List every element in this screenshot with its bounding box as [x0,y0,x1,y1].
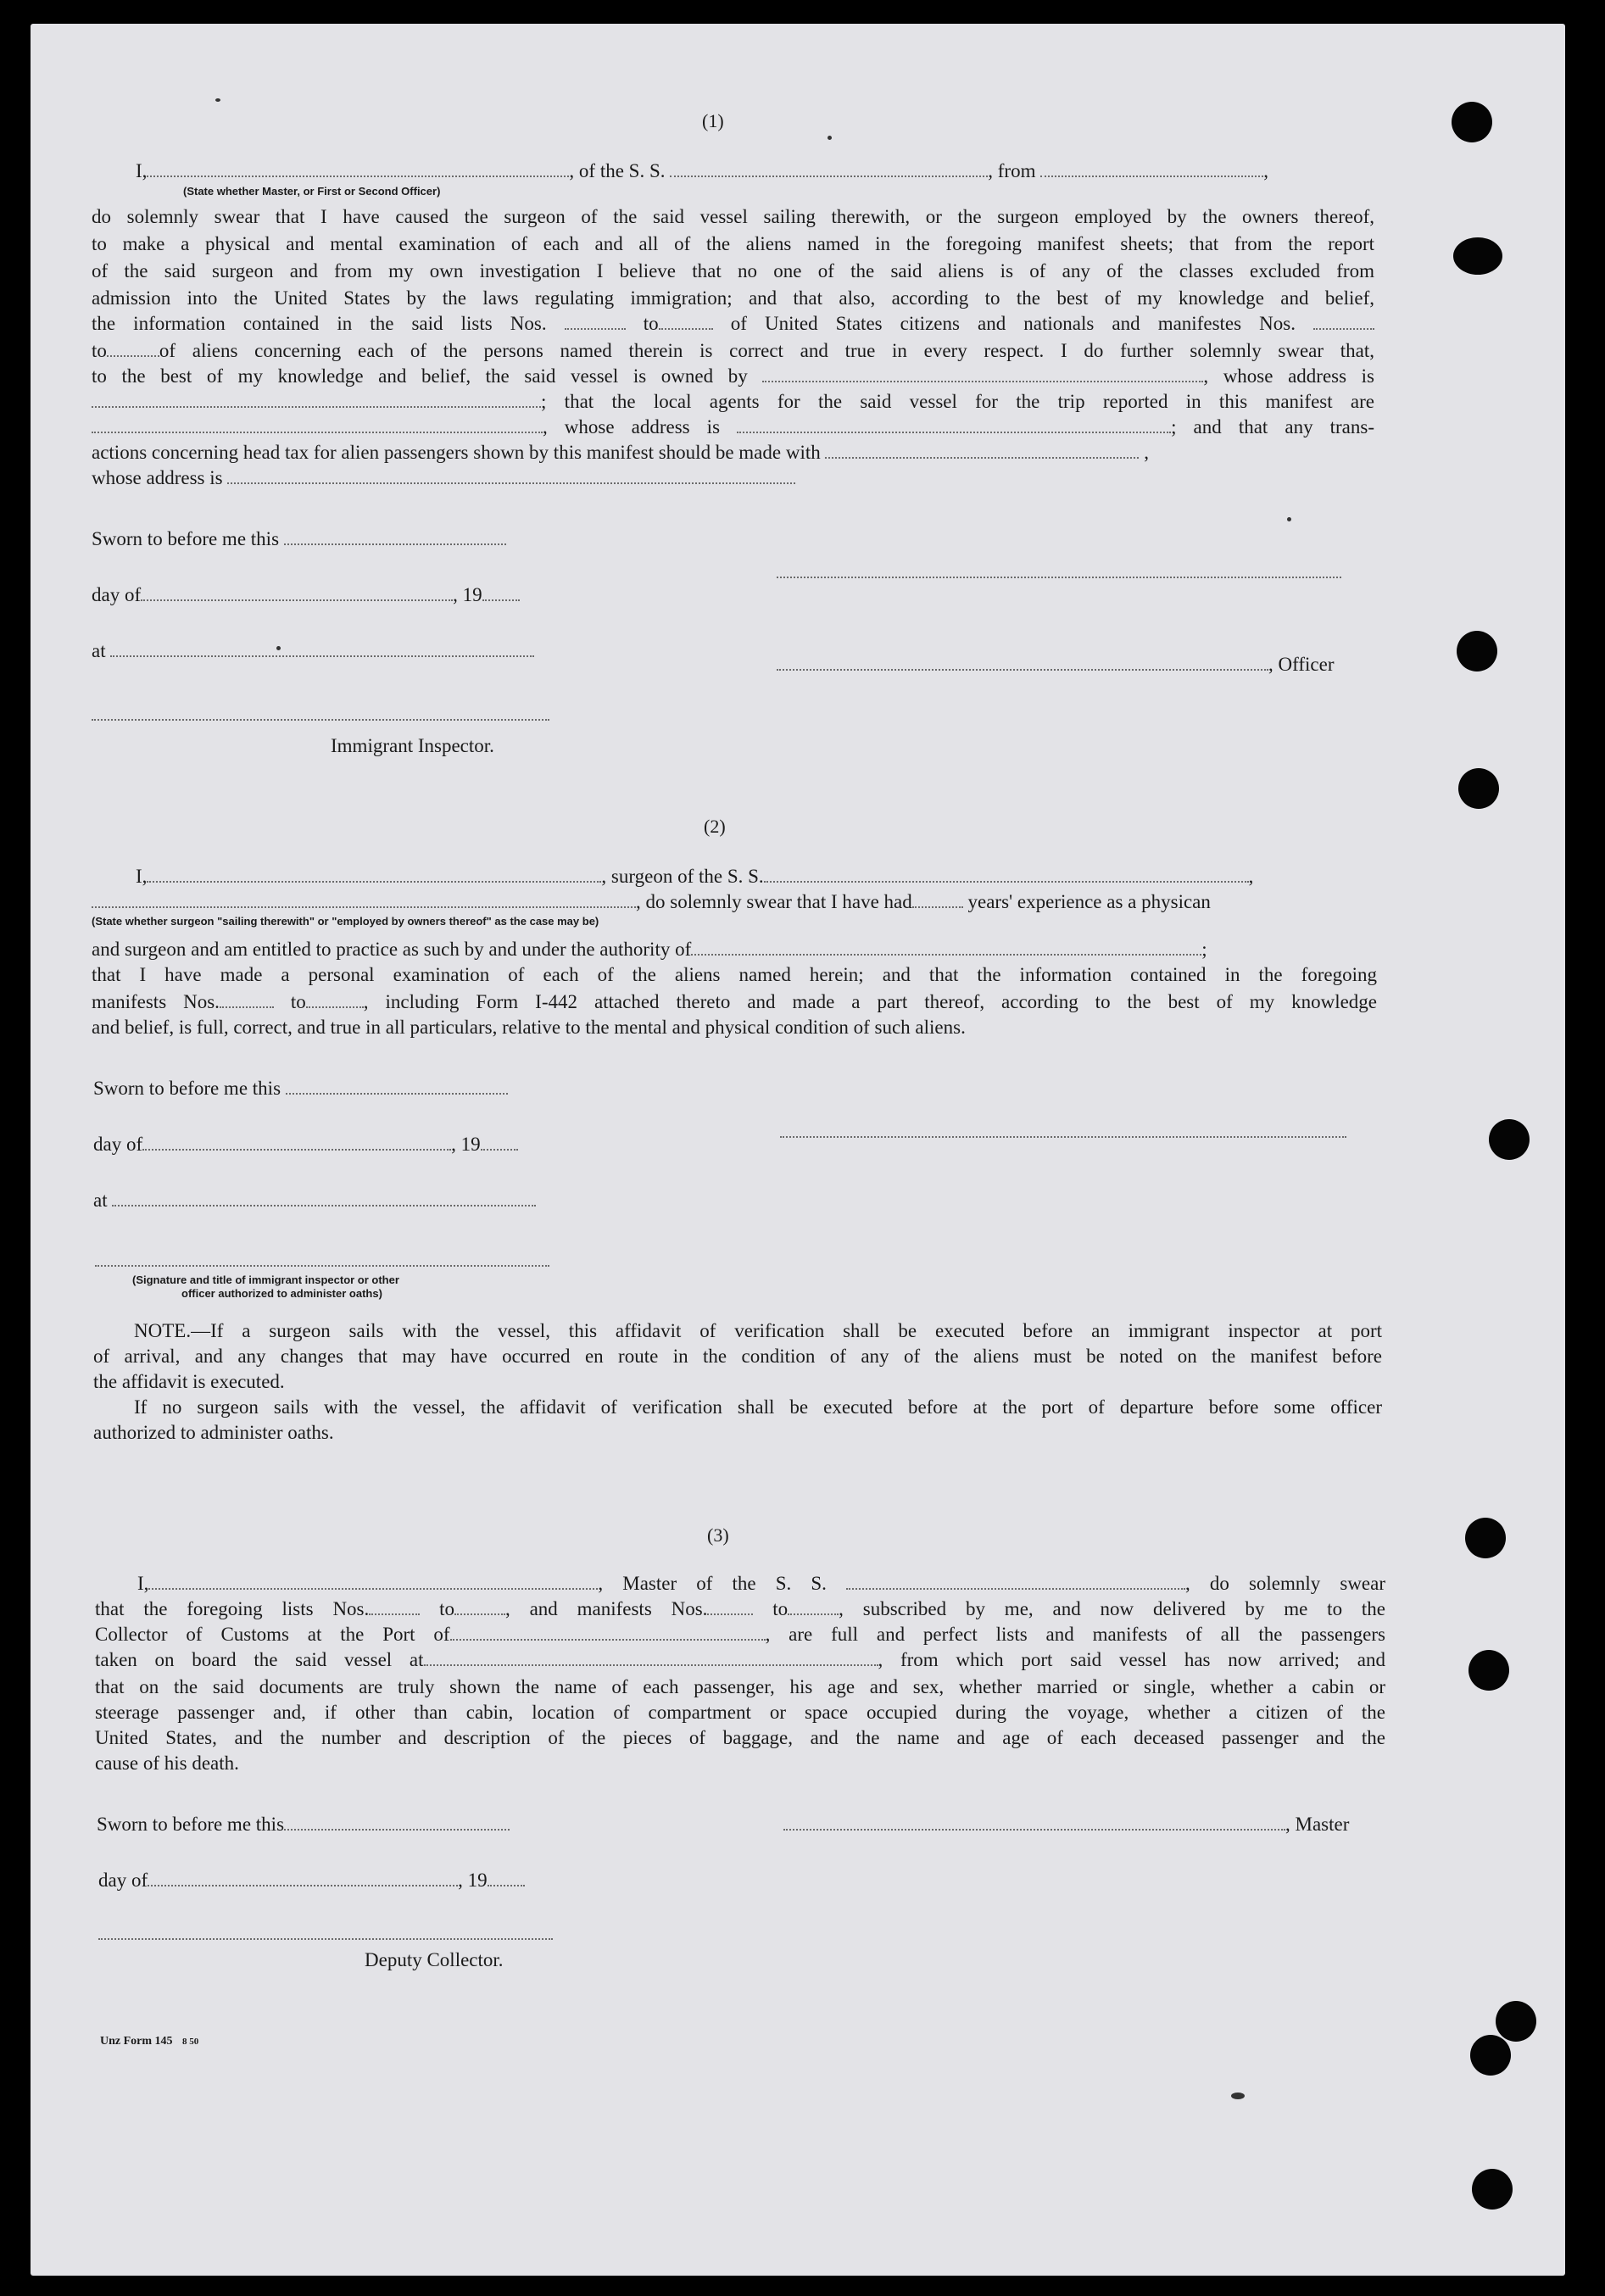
s1-p7-a: to the best of my knowledge and belief, the said vessel is owned by [92,365,748,387]
s2-note-line-3: the affidavit is executed. [93,1371,285,1392]
s2-signature-line[interactable] [780,1134,1346,1138]
s3-sworn-line [97,1811,510,1838]
agents-address-field[interactable] [737,415,1171,433]
s2-para-line-4: that I have made a personal examination of each of the aliens named herein; and that the information contained in the foregoing [92,964,1377,985]
s2-para-line-3: and surgeon and am entitled to practice as such by and under the authority of ; [92,939,1207,960]
s1-line-1: I, , of the S. S. , from , [136,160,1268,181]
s1-p5-b: to [643,313,659,334]
s1-day: day of [92,584,142,605]
surgeon-name-field[interactable] [147,864,601,883]
s3-manifests-to-field[interactable] [788,1597,839,1615]
agents-field[interactable] [92,415,543,433]
s2-manifest-from-field[interactable] [220,989,274,1008]
s1-sworn-line [92,526,506,553]
s3-l3-b: , are full and perfect lists and manifests of all the passengers [765,1624,1386,1645]
master-officer-field[interactable] [147,159,569,177]
s1-para-line-5 [92,310,1374,337]
s2-sig-note-2: officer authorized to administer oaths) [181,1287,382,1300]
s3-port-field[interactable] [450,1622,766,1641]
s2-sworn: Sworn to before me this [93,1078,281,1099]
s3-year-field[interactable] [488,1868,525,1886]
form-date-text: 8 50 [182,2037,199,2047]
s2-vessel-field[interactable] [764,864,1249,883]
s2-line-2 [92,889,1211,916]
s1-officer: , Officer [1268,654,1335,675]
head-tax-field[interactable] [825,440,1139,459]
section-1-number: (1) [702,110,724,131]
s3-day-field[interactable] [148,1868,458,1886]
s2-day-field[interactable] [142,1132,451,1151]
punch-hole [1452,102,1492,142]
s1-officer-field[interactable] [777,652,1268,671]
s2-note-line-5: authorized to administer oaths. [93,1422,334,1443]
s2-p5-a: manifests Nos. [92,991,220,1012]
s1-sworn-field[interactable] [284,527,506,545]
s1-p11: whose address is [92,467,223,488]
s3-master-sig-field[interactable] [783,1812,1285,1831]
s2-inspector-line[interactable] [95,1263,549,1267]
s1-day-line [92,582,520,609]
s1-para-line-6 [92,337,1374,365]
s3-l2-a: that the foregoing lists Nos. [95,1598,370,1619]
s3-l3-a: Collector of Customs at the Port of [95,1624,450,1645]
s1-p6-b: of aliens concerning each of the persons named therein is correct and true in every respect. I do further solemnly swear that, [159,340,1374,361]
section-3-number: (3) [707,1524,729,1546]
s1-year: , 19 [453,584,482,605]
s2-day: day of [93,1134,143,1155]
owner-address-field[interactable] [92,389,541,408]
speck [1287,517,1291,521]
s1-l1-a: I, [136,160,148,181]
s1-sworn: Sworn to before me this [92,528,280,549]
s3-lists-from-field[interactable] [369,1597,420,1615]
s3-master-line [783,1811,1349,1838]
manifests-from-field[interactable] [1313,311,1374,330]
s1-p8: ; that the local agents for the said vessel for the trip reported in this manifest are [541,391,1374,412]
s1-at-field[interactable] [110,638,534,657]
s2-surgeon-note: (State whether surgeon "sailing therewith" or "employed by owners thereof" as the case may be) [92,915,599,928]
s3-para-line-7: United States, and the number and description of the pieces of baggage, and the name and age of each deceased passenger and the [95,1727,1385,1748]
s2-day-line [93,1131,518,1158]
s3-l4-b: , from which port said vessel has now arrived; and [878,1649,1386,1670]
s1-p5-c: of United States citizens and nationals and manifestes Nos. [730,313,1296,334]
s1-para-line-2: to make a physical and mental examination of each and all of the aliens named in the foregoing manifest sheets; that from the report [92,233,1374,254]
s2-at-line [93,1187,536,1214]
s2-note-line-4: If no surgeon sails with the vessel, the affidavit of verification shall be executed before at the port of departure before some officer [134,1396,1382,1418]
form-number-text: Unz Form 145 [100,2035,173,2048]
s2-manifest-to-field[interactable] [306,989,364,1008]
punch-hole [1465,1518,1506,1558]
lists-from-field[interactable] [565,311,626,330]
s2-year-field[interactable] [481,1132,518,1151]
s1-inspector-line[interactable] [92,717,549,721]
s3-year: , 19 [458,1870,488,1891]
s3-para-line-5: that on the said documents are truly shown the name of each passenger, his age and sex, whether married or single, whether a cabin or [95,1676,1385,1697]
s3-l1-b: , Master of the S. S. [598,1573,827,1594]
speck [828,136,832,140]
s3-master-field[interactable] [148,1571,598,1590]
s1-officer-line [777,651,1334,678]
s1-para-line-8 [92,388,1374,415]
s3-l1-c: , do solemnly swear [1185,1573,1386,1594]
s2-l2-b: years' experience as a physican [967,891,1211,912]
s2-note-line-2: of arrival, and any changes that may have occurred en route in the condition of any of the aliens must be noted on the manifest before [93,1346,1382,1367]
authority-field[interactable] [691,937,1201,956]
s3-l1-a: I, [137,1573,149,1594]
surgeon-status-field[interactable] [92,889,636,908]
years-experience-field[interactable] [912,889,963,908]
s1-officer-note: (State whether Master, or First or Second Officer) [183,185,441,198]
s2-line-1: I, , surgeon of the S. S. , [136,866,1254,887]
punch-hole [1496,2001,1536,2042]
s3-deputy-line[interactable] [98,1937,553,1940]
s3-line-1 [137,1570,1385,1597]
form-number [100,2035,198,2048]
s1-para-line-9 [92,414,1374,441]
owner-field[interactable] [762,364,1203,382]
s1-para-line-7 [92,363,1374,390]
s2-sworn-line [93,1075,508,1102]
s1-p5-a: the information contained in the said lists Nos. [92,313,547,334]
s1-p9-a: , whose address is [543,416,721,437]
s2-year: , 19 [451,1134,481,1155]
s2-l1-b: , surgeon of the S. S. [601,866,764,887]
s3-para-line-8: cause of his death. [95,1753,239,1774]
s2-p5-b: to [290,991,306,1012]
form-sheet [31,24,1565,2276]
s3-line-3 [95,1621,1385,1648]
s1-p10: actions concerning head tax for alien passengers shown by this manifest should be made with [92,442,821,463]
s1-p7-b: , whose address is [1203,365,1375,387]
punch-hole [1472,2169,1513,2210]
s3-vessel-field[interactable] [846,1571,1185,1590]
s3-l2-d: to [772,1598,789,1619]
s1-l1-b: , of the S. S. [569,160,666,181]
punch-hole [1457,631,1497,672]
punch-hole [1453,237,1502,275]
s3-deputy: Deputy Collector. [365,1949,504,1970]
speck [215,98,220,102]
s3-lists-to-field[interactable] [454,1597,505,1615]
s1-l1-c: , from [988,160,1036,181]
from-port-field[interactable] [1040,159,1263,177]
vessel-name-field[interactable] [670,159,988,177]
s2-para-line-6: and belief, is full, correct, and true in all particulars, relative to the mental and physical condition of such aliens. [92,1017,966,1038]
s1-signature-line[interactable] [777,575,1341,578]
s3-master: , Master [1285,1814,1350,1835]
s1-p6-a: to [92,340,107,361]
s1-at: at [92,640,106,661]
s3-l2-c: , and manifests Nos. [504,1598,708,1619]
manifests-to-field[interactable] [107,338,159,357]
s2-l2-a: , do solemnly swear that I have had [636,891,912,912]
s3-boarded-at-field[interactable] [424,1647,878,1666]
s2-para-line-5 [92,989,1377,1016]
s2-p5-c: , including Form I-442 attached thereto and made a part thereof, according to the best of my knowledge [363,991,1378,1012]
s1-day-field[interactable] [141,582,453,601]
s2-p3: and surgeon and am entitled to practice as such by and under the authority of [92,939,692,960]
section-2-number: (2) [704,816,726,837]
s3-l2-b: to [439,1598,454,1619]
s1-at-line [92,638,534,665]
s2-sworn-field[interactable] [286,1076,508,1095]
s3-sworn-field[interactable] [284,1812,510,1831]
speck [1231,2093,1245,2099]
s3-para-line-6: steerage passenger and, if other than cabin, location of compartment or space occupied during the voyage, whether a citizen of the [95,1702,1385,1723]
s3-line-2 [95,1596,1385,1623]
s1-para-line-11 [92,465,795,492]
s2-l1-a: I, [136,866,148,887]
s3-sworn: Sworn to before me this [97,1814,285,1835]
s3-l4-a: taken on board the said vessel at [95,1649,424,1670]
punch-hole [1470,2035,1511,2076]
s2-note-line-1: NOTE.—If a surgeon sails with the vessel, this affidavit of verification shall be executed before an immigrant inspector at port [134,1320,1382,1341]
s2-at: at [93,1190,108,1211]
lists-to-field[interactable] [659,311,713,330]
s1-inspector: Immigrant Inspector. [331,735,494,756]
s1-para-line-4: admission into the United States by the laws regulating immigration; and that also, according to the best of my knowledge and belief, [92,287,1374,309]
s1-year-field[interactable] [482,582,520,601]
s3-line-4 [95,1647,1385,1674]
s3-l2-e: , subscribed by me, and now delivered by me to the [839,1598,1386,1619]
head-tax-address-field[interactable] [227,465,795,484]
s2-at-field[interactable] [112,1188,536,1207]
s1-para-line-1: do solemnly swear that I have caused the surgeon of the said vessel sailing therewith, or the surgeon employed by the owners thereof, [92,206,1374,227]
s3-day-line [98,1867,525,1894]
punch-hole [1468,1650,1509,1691]
s1-para-line-10: actions concerning head tax for alien passengers shown by this manifest should be made with , [92,442,1149,463]
punch-hole [1489,1119,1530,1160]
s3-manifests-from-field[interactable] [707,1597,753,1615]
s1-para-line-3: of the said surgeon and from my own investigation I believe that no one of the said aliens is of any of the classes excluded from [92,260,1374,281]
s3-day: day of [98,1870,148,1891]
s2-sig-note-1: (Signature and title of immigrant inspector or other [132,1273,399,1286]
punch-hole [1458,768,1499,809]
s1-p9-b: ; and that any trans- [1171,416,1374,437]
